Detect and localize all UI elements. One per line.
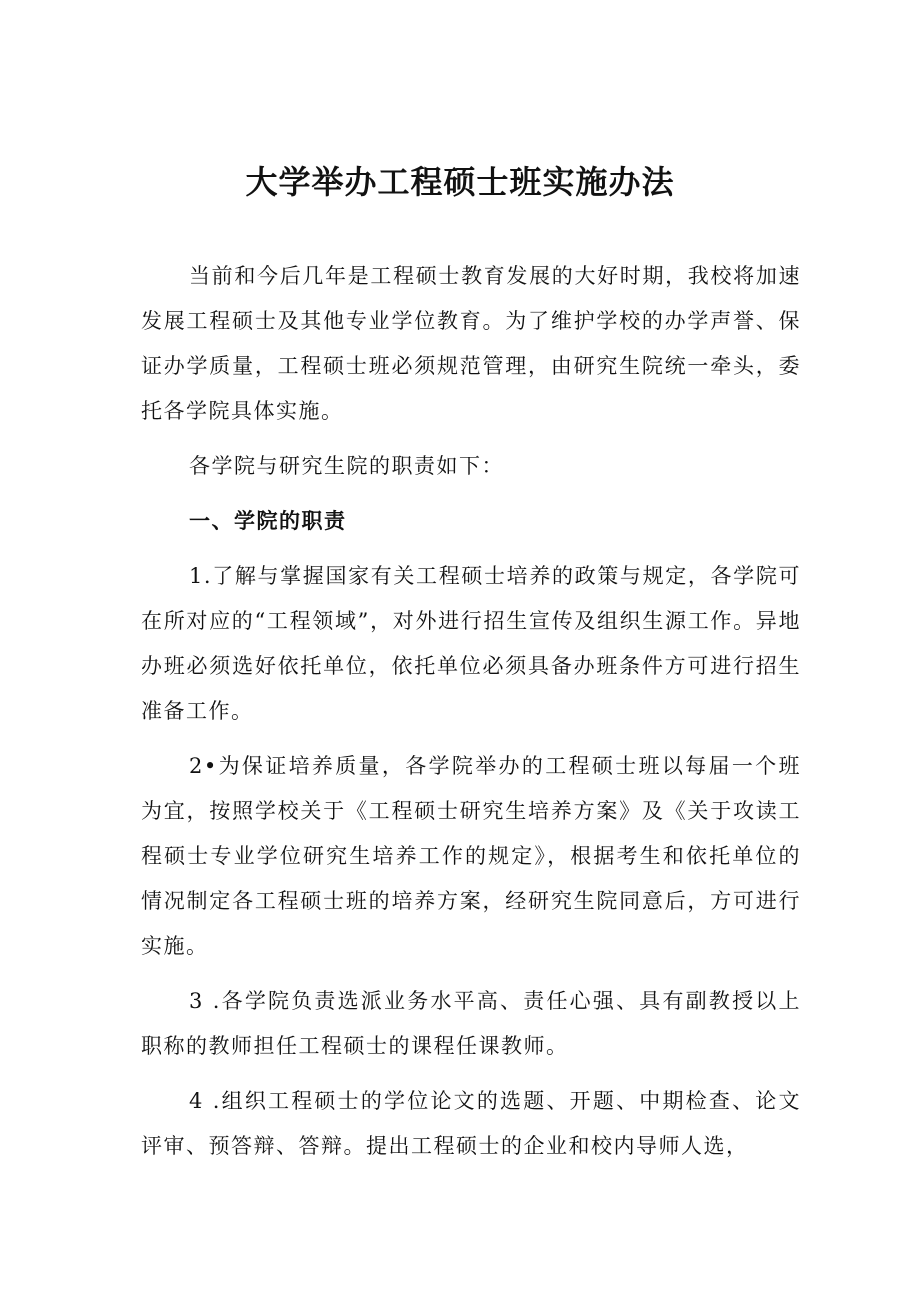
list-item: 2•为保证培养质量，各学院举办的工程硕士班以每届一个班为宜，按照学校关于《工程硕士研究生培养方案》及《关于攻读工程硕士专业学位研究生培养工作的规定》，根据考生和依托单位的情况制定各工程硕士班的培养方案，经研究生院同意后，方可进行实施。 xyxy=(141,754,801,958)
list-item: 4 .组织工程硕士的学位论文的选题、开题、中期检查、论文评审、预答辩、答辩。提出工程硕士的企业和校内导师人选， xyxy=(141,1089,801,1158)
document-title: 大学举办工程硕士班实施办法 xyxy=(245,163,675,201)
list-item: 3 .各学院负责选派业务水平高、责任心强、具有副教授以上职称的教师担任工程硕士的课程任课教师。 xyxy=(141,989,801,1058)
intro-paragraph: 当前和今后几年是工程硕士教育发展的大好时期，我校将加速发展工程硕士及其他专业学位教育。为了维护学校的办学声誉、保证办学质量，工程硕士班必须规范管理，由研究生院统一牵头，委托各学院具体实施。 xyxy=(141,264,801,423)
document-body xyxy=(141,254,801,1169)
section-heading: 一、学院的职责 xyxy=(189,509,347,533)
duties-intro-paragraph: 各学院与研究生院的职责如下： xyxy=(189,454,504,478)
list-item: 1.了解与掌握国家有关工程硕士培养的政策与规定，各学院可在所对应的“工程领域”，对外进行招生宣传及组织生源工作。异地办班必须选好依托单位，依托单位必须具备办班条件方可进行招生准备工作。 xyxy=(141,564,801,723)
